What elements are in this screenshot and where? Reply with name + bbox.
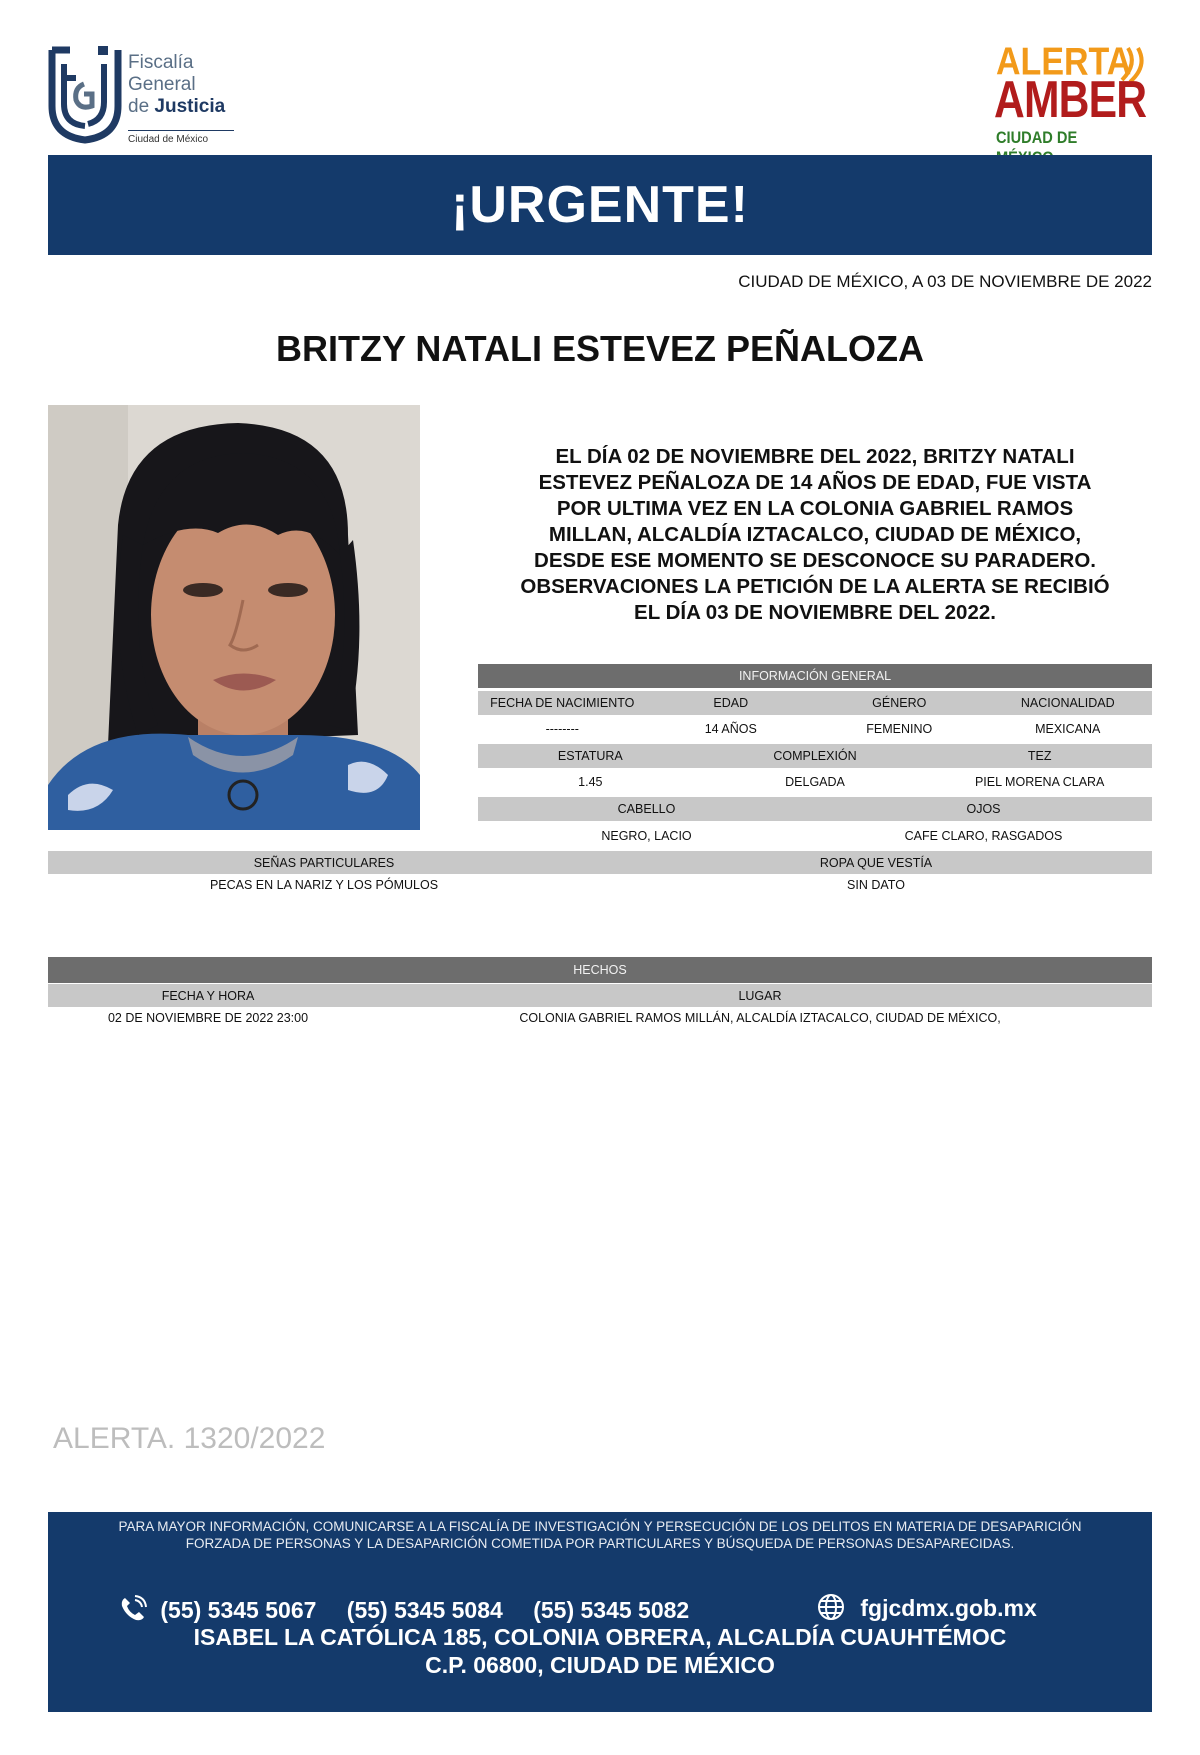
info-row2-values — [478, 770, 1152, 794]
value-eyes: CAFE CLARO, RASGADOS — [904, 829, 1063, 843]
value-birthdate: -------- — [545, 722, 579, 736]
header-build: COMPLEXIÓN — [773, 749, 857, 763]
hechos-values — [48, 1007, 1152, 1029]
header-distinguishing-marks: SEÑAS PARTICULARES — [253, 856, 395, 870]
amber-logo-line1: ALERTA — [996, 40, 1132, 84]
info-row1-values — [478, 717, 1152, 741]
header-clothing: ROPA QUE VESTÍA — [819, 856, 933, 870]
footer-note-line2: FORZADA DE PERSONAS Y LA DESAPARICIÓN COMETIDA POR PARTICULARES Y BÚSQUEDA DE PERSONAS DESAPARECIDAS. — [185, 1536, 1015, 1551]
hechos-title-row — [48, 957, 1152, 983]
person-name: BRITZY NATALI ESTEVEZ PEÑALOZA — [275, 328, 925, 369]
date-line: CIUDAD DE MÉXICO, A 03 DE NOVIEMBRE DE 2022 — [738, 272, 1152, 291]
amber-alert-logo — [990, 40, 1150, 150]
value-clothing: SIN DATO — [847, 878, 905, 892]
banner-title: ¡URGENTE! — [451, 176, 749, 234]
footer-address-line2: C.P. 06800, CIUDAD DE MÉXICO — [425, 1652, 775, 1678]
missing-person-photo — [48, 405, 420, 830]
amber-logo-line2: AMBER — [994, 71, 1147, 129]
value-hair: NEGRO, LACIO — [601, 829, 692, 843]
summary-line: ESTEVEZ PEÑALOZA DE 14 AÑOS DE EDAD, FUE VISTA — [538, 471, 1092, 494]
header-height: ESTATURA — [557, 749, 623, 763]
summary-line: OBSERVACIONES LA PETICIÓN DE LA ALERTA SE RECIBIÓ — [520, 575, 1110, 598]
value-place: COLONIA GABRIEL RAMOS MILLÁN, ALCALDÍA IZTACALCO, CIUDAD DE MÉXICO, — [519, 1011, 1001, 1025]
value-complexion: PIEL MORENA CLARA — [974, 775, 1105, 789]
header-datetime: FECHA Y HORA — [161, 989, 255, 1003]
hechos-title: HECHOS — [573, 963, 627, 977]
header-age: EDAD — [713, 696, 749, 710]
info-row1-headers — [478, 691, 1152, 715]
footer-note — [48, 1518, 1152, 1552]
info-row2-headers — [478, 744, 1152, 768]
header-birthdate: FECHA DE NACIMIENTO — [490, 696, 635, 710]
fgj-emblem-icon — [48, 44, 122, 144]
value-datetime: 02 DE NOVIEMBRE DE 2022 23:00 — [107, 1011, 309, 1025]
hechos-headers — [48, 984, 1152, 1008]
value-height: 1.45 — [578, 775, 603, 789]
fgj-logo — [48, 44, 238, 144]
website-link[interactable]: fgjcdmx.gob.mx — [860, 1595, 1037, 1621]
features-headers — [48, 851, 1152, 875]
info-general-title-row — [478, 664, 1152, 688]
features-values — [48, 874, 1152, 896]
header-nationality: NACIONALIDAD — [1020, 696, 1115, 710]
footer-website — [816, 1592, 1037, 1622]
phone-number[interactable]: (55) 5345 5082 — [533, 1597, 690, 1623]
phone-number[interactable]: (55) 5345 5084 — [346, 1597, 503, 1623]
value-gender: FEMENINO — [866, 722, 933, 736]
value-nationality: MEXICANA — [1035, 722, 1101, 736]
fgj-logo-line1: Fiscalía — [128, 52, 194, 73]
info-row3-values — [478, 824, 1152, 848]
fgj-logo-line3-bold: Justicia — [154, 96, 226, 117]
summary-line: EL DÍA 03 DE NOVIEMBRE DEL 2022. — [634, 601, 996, 624]
summary-line: MILLAN, ALCALDÍA IZTACALCO, CIUDAD DE MÉXICO, — [548, 523, 1082, 546]
footer-phones — [118, 1594, 713, 1624]
urgent-banner — [48, 155, 1152, 255]
fgj-logo-line3-prefix: de — [128, 96, 155, 117]
footer-address-line1: ISABEL LA CATÓLICA 185, COLONIA OBRERA, ALCALDÍA CUAUHTÉMOC — [193, 1624, 1007, 1650]
amber-logo-line3: CIUDAD DE — [996, 128, 1078, 147]
footer-note-line1: PARA MAYOR INFORMACIÓN, COMUNICARSE A LA FISCALÍA DE INVESTIGACIÓN Y PERSECUCIÓN DE LOS DELITOS EN MATERIA DE DESAPARICIÓN — [118, 1519, 1082, 1534]
fgj-logo-line2: General — [128, 74, 196, 95]
summary-line: EL DÍA 02 DE NOVIEMBRE DEL 2022, BRITZY NATALI — [555, 445, 1075, 468]
header-hair: CABELLO — [617, 802, 676, 816]
header-complexion: TEZ — [1027, 749, 1052, 763]
globe-icon — [816, 1592, 846, 1622]
alert-number: ALERTA. 1320/2022 — [53, 1422, 326, 1455]
summary-line: POR ULTIMA VEZ EN LA COLONIA GABRIEL RAMOS — [556, 497, 1074, 520]
fgj-logo-city: Ciudad de México — [128, 130, 234, 145]
value-age: 14 AÑOS — [704, 722, 757, 736]
portrait-image — [48, 405, 420, 830]
header-eyes: OJOS — [966, 802, 1001, 816]
footer-contact-panel — [48, 1512, 1152, 1712]
phone-number[interactable]: (55) 5345 5067 — [160, 1597, 317, 1623]
header-place: LUGAR — [738, 989, 782, 1003]
header-gender: GÉNERO — [872, 696, 927, 710]
case-summary — [478, 444, 1152, 626]
info-general-title: INFORMACIÓN GENERAL — [738, 669, 892, 683]
summary-line: DESDE ESE MOMENTO SE DESCONOCE SU PARADERO. — [534, 549, 1096, 572]
info-row3-headers — [478, 797, 1152, 821]
value-distinguishing-marks: PECAS EN LA NARIZ Y LOS PÓMULOS — [209, 878, 439, 892]
phone-icon — [118, 1594, 148, 1624]
value-build: DELGADA — [785, 775, 845, 789]
